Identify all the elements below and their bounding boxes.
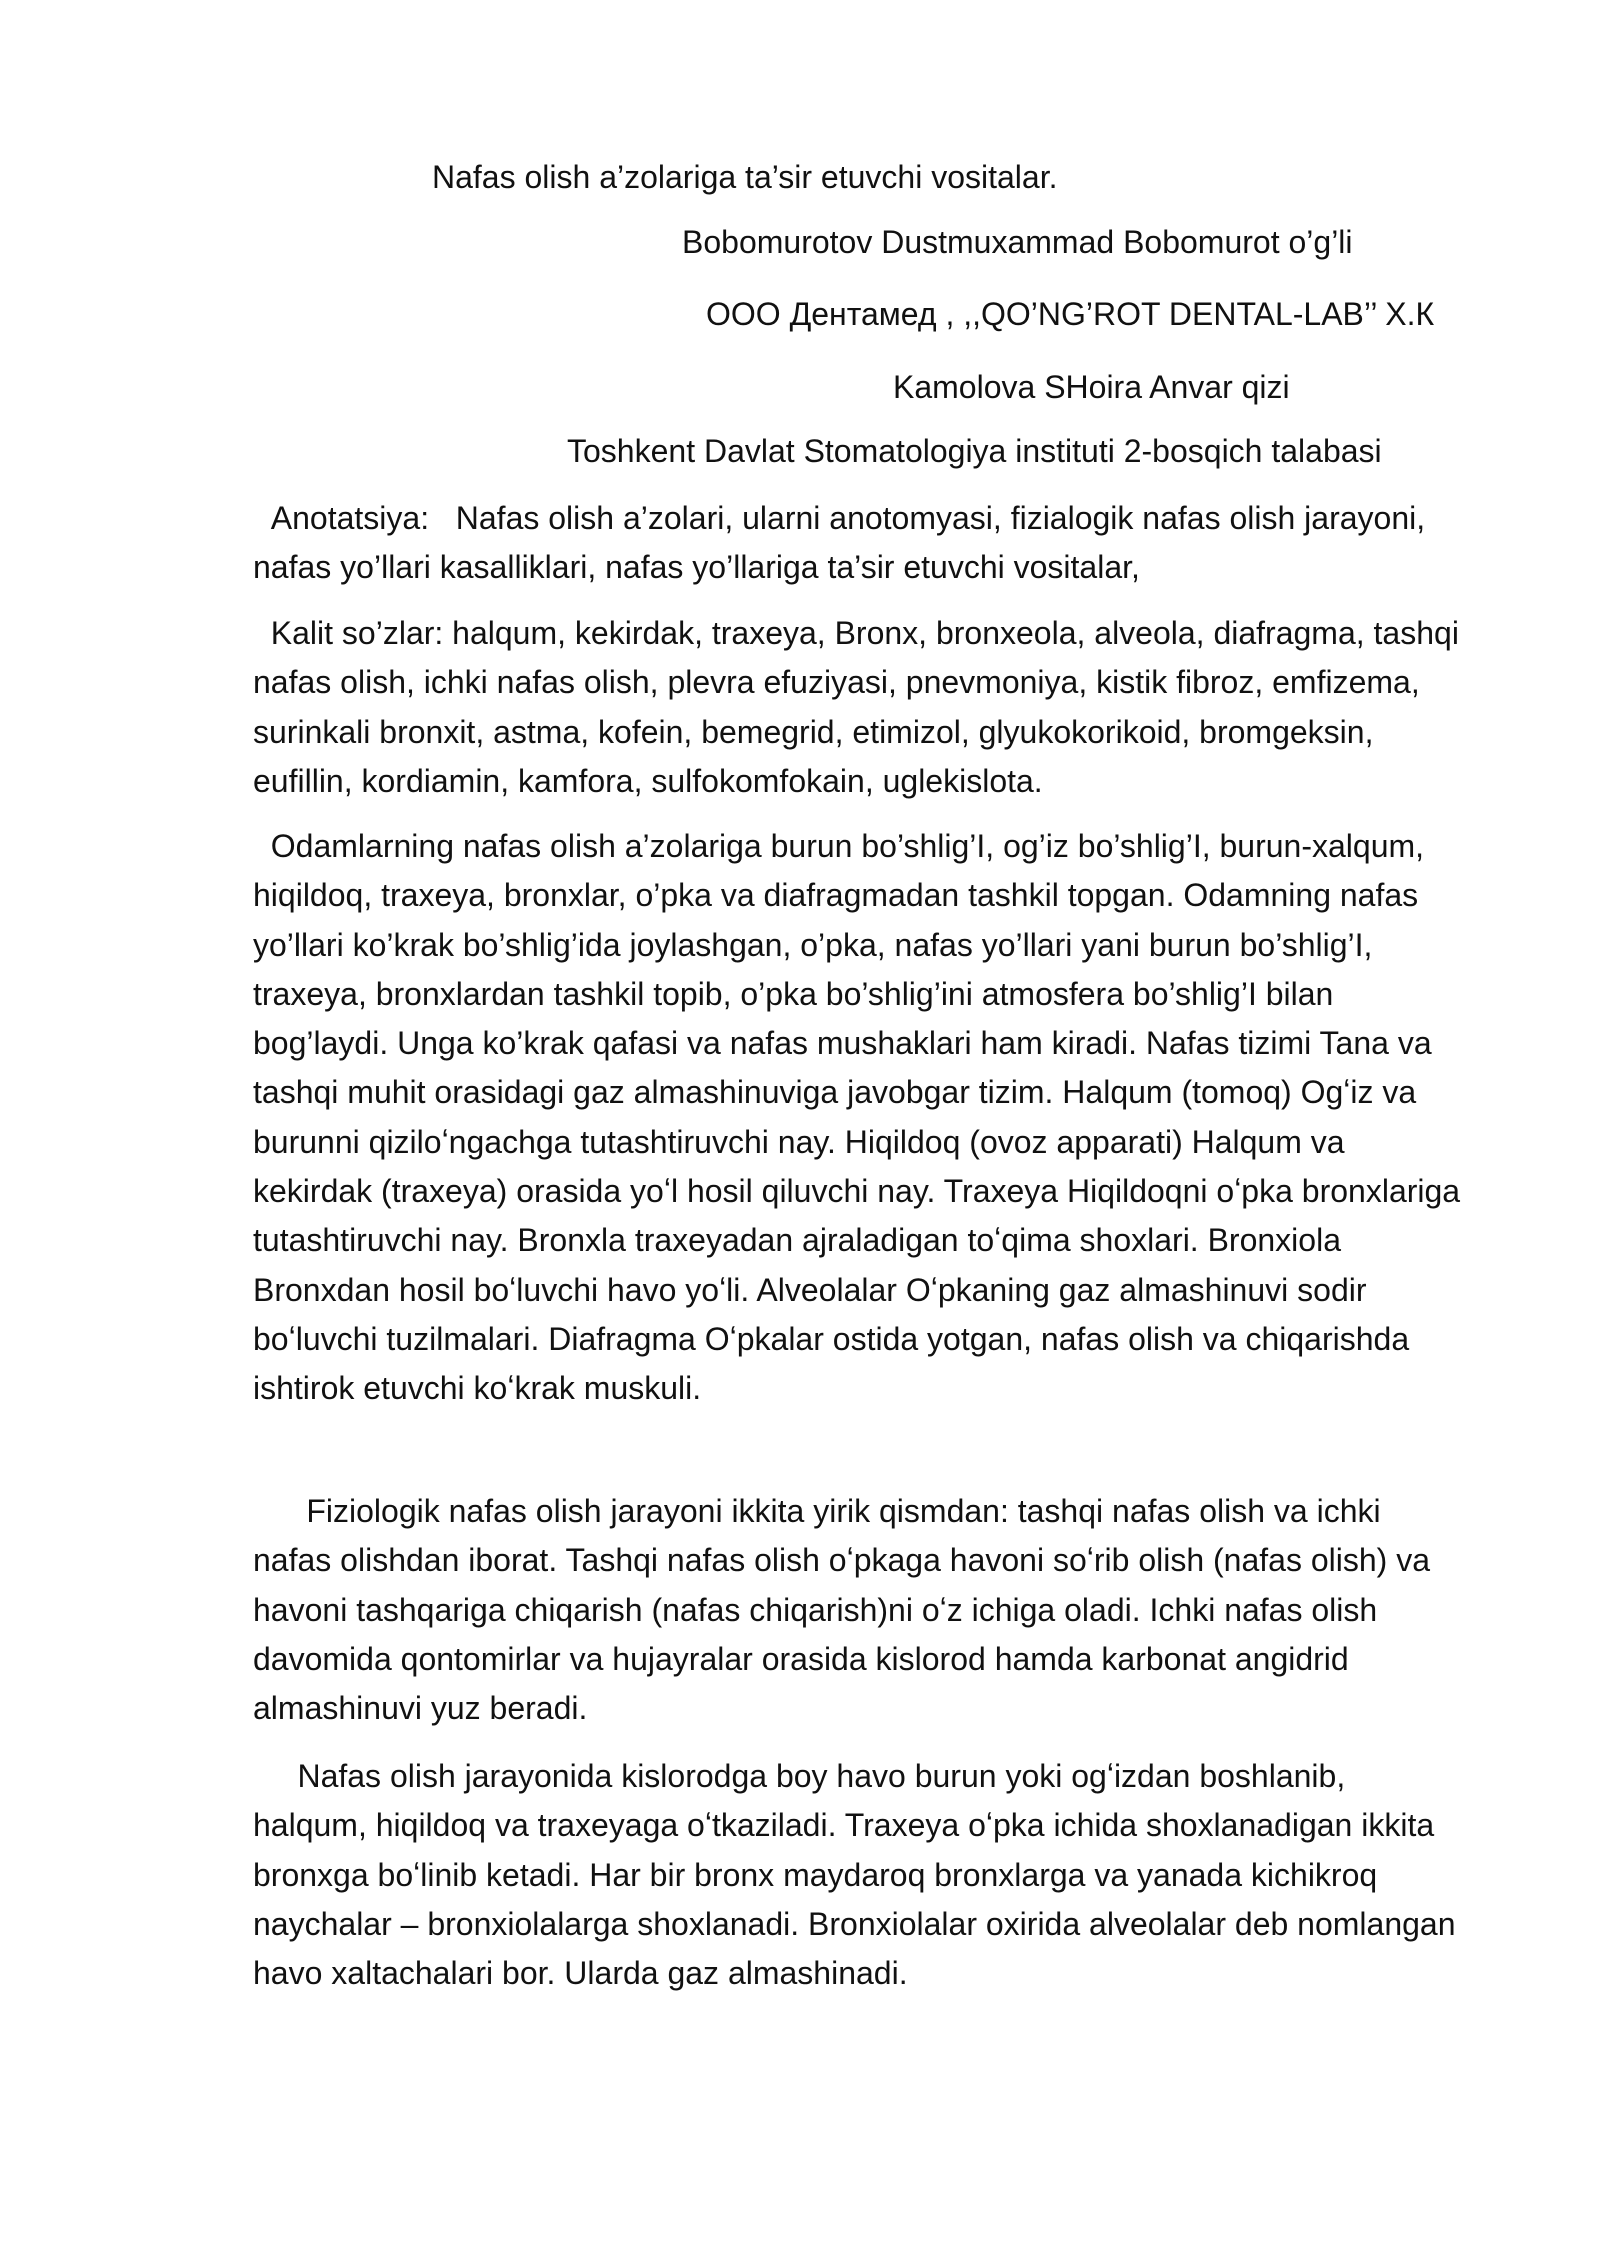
author-name-1: Bobomurotov Dustmuxammad Bobomurot o’g’li	[682, 224, 1353, 260]
body-paragraph: Odamlarning nafas olish a’zolariga burun bo’shlig’I, og’iz bo’shlig’I, burun-xalqum, hiqildoq, traxeya, bronxlar, o’pka va diafragmadan tashkil topgan. Odamning nafas yo’llari ko’krak bo’shlig’ida joylashgan, o’pka, nafas yo’llari yani burun bo’shlig’I, traxeya, bronxlardan tashkil topib, o’pka bo’shlig’ini atmosfera bo’shlig’I bilan bog’laydi. Unga ko’krak qafasi va nafas mushaklari ham kiradi. Nafas tizimi Tana va tashqi muhit orasidagi gaz almashinuviga javobgar tizim. Halqum (tomoq) Ogʻiz va burunni qiziloʻngachga tutashtiruvchi nay. Hiqildoq (ovoz apparati) Halqum va kekirdak (traxeya) orasida yoʻl hosil qiluvchi nay. Traxeya Hiqildoqni oʻpka bronxlariga tutashtiruvchi nay. Bronxla traxeyadan ajraladigan toʻqima shoxlari. Bronxiola Bronxdan hosil boʻluvchi havo yoʻli. Alveolalar Oʻpkaning gaz almashinuvi sodir boʻluvchi tuzilmalari. Diafragma Oʻpkalar ostida yotgan, nafas olish va chiqarishda ishtirok etuvchi koʻkrak muskuli.	[253, 828, 1469, 1407]
organization-1: ООО Дентамед , ,,QO’NG’ROT DENTAL-LAB’’ Х.К	[706, 296, 1435, 332]
annotation-paragraph: Anotatsiya: Nafas olish a’zolari, ularni anotomyasi, fizialogik nafas olish jarayoni, nafas yo’llari kasalliklari, nafas yo’llariga ta’sir etuvchi vositalar,	[253, 500, 1435, 586]
author-name-2: Kamolova SHoira Anvar qizi	[893, 369, 1290, 405]
body-paragraph: Nafas olish jarayonida kislorodga boy havo burun yoki ogʻizdan boshlanib, halqum, hiqildoq va traxeyaga oʻtkaziladi. Traxeya oʻpka ichida shoxlanadigan ikkita bronxga boʻlinib ketadi. Har bir bronx maydaroq bronxlarga va yanada kichikroq naychalar – bronxiolalarga shoxlanadi. Bronxiolalar oxirida alveolalar deb nomlangan havo xaltachalari bor. Ularda gaz almashinadi.	[253, 1758, 1465, 1992]
document-title: Nafas olish a’zolariga ta’sir etuvchi vositalar.	[432, 159, 1058, 195]
body-paragraph: Fiziologik nafas olish jarayoni ikkita yirik qismdan: tashqi nafas olish va ichki nafas olishdan iborat. Tashqi nafas olish oʻpkaga havoni soʻrib olish (nafas olish) va havoni tashqariga chiqarish (nafas chiqarish)ni oʻz ichiga oladi. Ichki nafas olish davomida qontomirlar va hujayralar orasida kislorod hamda karbonat angidrid almashinuvi yuz beradi.	[253, 1493, 1439, 1727]
keywords-paragraph: Kalit so’zlar: halqum, kekirdak, traxeya, Bronx, bronxeola, alveola, diafragma, tashqi nafas olish, ichki nafas olish, plevra efuziyasi, pnevmoniya, kistik fibroz, emfizema, surinkali bronxit, astma, kofein, bemegrid, etimizol, glyukokorikoid, bromgeksin, eufillin, kordiamin, kamfora, sulfokomfokain, uglekislota.	[253, 615, 1468, 799]
organization-2: Toshkent Davlat Stomatologiya instituti 2-bosqich talabasi	[567, 433, 1382, 469]
